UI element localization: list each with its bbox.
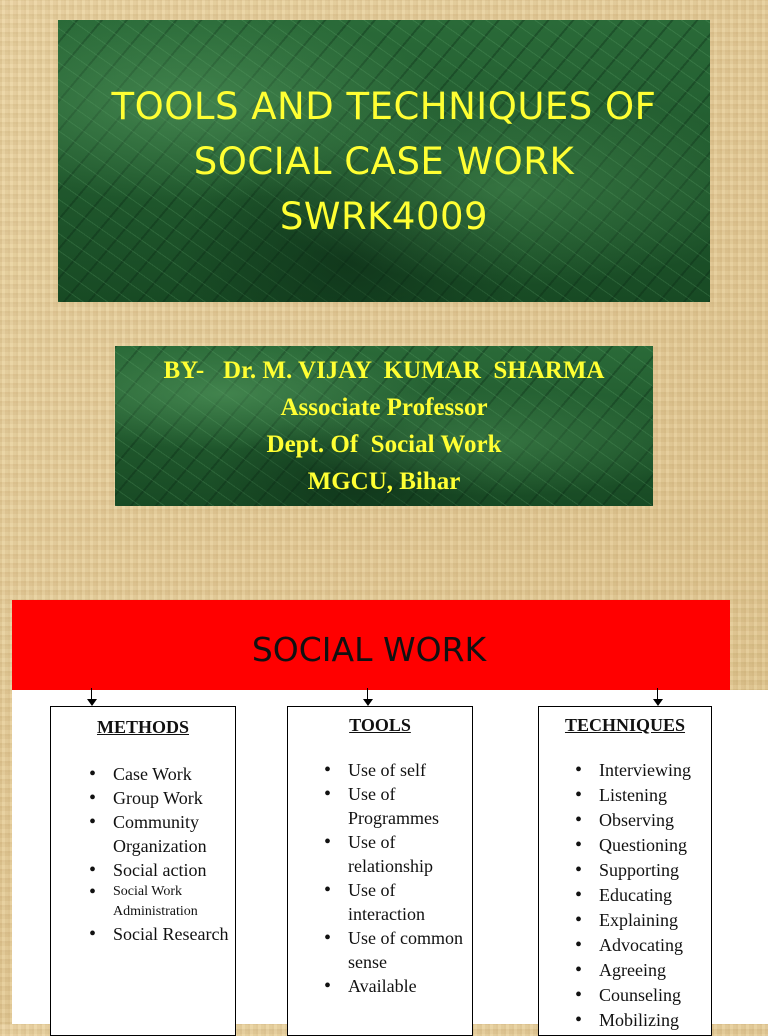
- list-item: • Social action: [51, 858, 235, 882]
- methods-heading: METHODS: [96, 717, 189, 737]
- list-item: • Agreeing: [539, 958, 711, 983]
- list-item: • Questioning: [539, 833, 711, 858]
- list-item: • Supporting: [539, 858, 711, 883]
- list-item: • Use of interaction: [288, 878, 472, 926]
- tools-box: [287, 706, 473, 1036]
- title-line-1: TOOLS AND TECHNIQUES OF: [111, 84, 657, 128]
- banner-title: SOCIAL WORK: [251, 629, 487, 669]
- techniques-list: [539, 758, 711, 1033]
- arrow-down-icon: [653, 688, 663, 706]
- arrow-down-icon: [363, 688, 373, 706]
- list-item: • Listening: [539, 783, 711, 808]
- list-item: • Educating: [539, 883, 711, 908]
- social-work-slide: [0, 590, 768, 1030]
- list-item: • Group Work: [51, 786, 235, 810]
- title-panel: [58, 20, 710, 302]
- techniques-heading: TECHNIQUES: [564, 715, 686, 735]
- list-item: • Use of Programmes: [288, 782, 472, 830]
- author-department: Dept. Of Social Work: [266, 431, 502, 458]
- list-item: • Mobilizing: [539, 1008, 711, 1033]
- list-item: • Counseling: [539, 983, 711, 1008]
- list-item: • Available: [288, 974, 472, 998]
- list-item: • Social Research: [51, 922, 235, 946]
- list-item: • Observing: [539, 808, 711, 833]
- list-item: • Community Organization: [51, 810, 235, 858]
- list-item: • Use of self: [288, 758, 472, 782]
- list-item: • Interviewing: [539, 758, 711, 783]
- author-institution: MGCU, Bihar: [307, 468, 461, 495]
- list-item: • Use of relationship: [288, 830, 472, 878]
- list-item: • Case Work: [51, 762, 235, 786]
- author-name: BY- Dr. M. VIJAY KUMAR SHARMA: [163, 357, 605, 384]
- author-panel: [115, 346, 653, 506]
- list-item: • Explaining: [539, 908, 711, 933]
- methods-box: [50, 706, 236, 1036]
- methods-list: [51, 762, 235, 946]
- course-code: SWRK4009: [279, 194, 489, 238]
- list-item: • Advocating: [539, 933, 711, 958]
- techniques-box: [538, 706, 712, 1036]
- tools-list: [288, 758, 472, 998]
- tools-heading: TOOLS: [349, 715, 411, 735]
- title-line-2: SOCIAL CASE WORK: [193, 139, 575, 183]
- list-item: • Social Work Administration: [51, 882, 235, 922]
- list-item: • Use of common sense: [288, 926, 472, 974]
- author-designation: Associate Professor: [280, 394, 488, 421]
- arrow-down-icon: [87, 688, 97, 706]
- diagram-area: [12, 690, 768, 1030]
- social-work-banner: [12, 600, 730, 690]
